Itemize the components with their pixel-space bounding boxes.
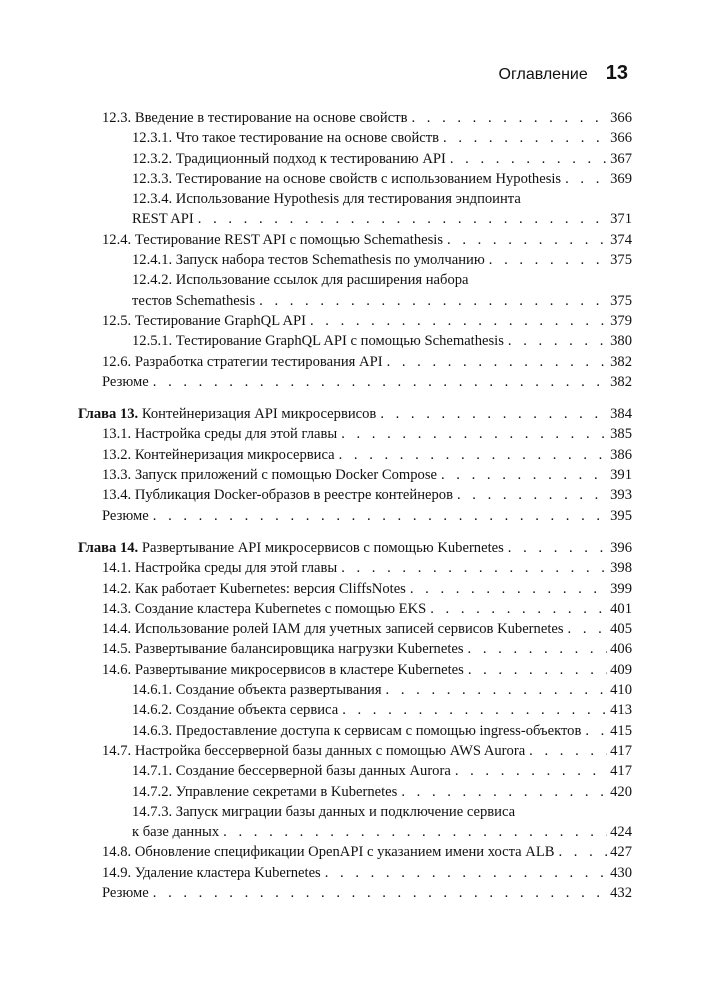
leader-dots bbox=[223, 822, 607, 842]
toc-entry-label: 13.1. Настройка среды для этой главы bbox=[102, 426, 338, 443]
toc-entry bbox=[78, 485, 632, 505]
chapter-prefix: Глава 14. bbox=[78, 539, 139, 556]
toc-entry-label: 14.9. Удаление кластера Kubernetes bbox=[102, 864, 321, 881]
toc-entry bbox=[78, 424, 632, 444]
toc-entry-page: 430 bbox=[610, 864, 632, 881]
toc-entry-label: 14.6.2. Создание объекта сервиса bbox=[132, 702, 339, 719]
leader-dots bbox=[342, 700, 607, 720]
toc-entry-label: 13.2. Контейнеризация микросервиса bbox=[102, 446, 335, 463]
toc-entry-label: 14.6. Развертывание микросервисов в кластере Kubernetes bbox=[102, 661, 464, 678]
toc-entry-label: REST API bbox=[132, 211, 194, 228]
toc-entry bbox=[78, 311, 632, 331]
leader-dots bbox=[455, 761, 607, 781]
toc-entry-line1: 14.7.3. Запуск миграции базы данных и подключение сервиса bbox=[132, 803, 516, 820]
toc-entry bbox=[78, 108, 632, 128]
toc-entry bbox=[78, 822, 632, 842]
toc-entry bbox=[78, 352, 632, 372]
toc-entry-label: 12.3. Введение в тестирование на основе свойств bbox=[102, 110, 408, 126]
toc-entry-label: 14.7.2. Управление секретами в Kubernetes bbox=[132, 783, 398, 800]
leader-dots bbox=[339, 445, 608, 465]
toc-entry bbox=[78, 465, 632, 485]
toc-entry-page: 366 bbox=[610, 130, 632, 147]
toc-entry-page: 420 bbox=[610, 783, 632, 800]
toc-entry-label: 12.3.3. Тестирование на основе свойств с использованием Hypothesis bbox=[132, 170, 562, 187]
toc-entry-page: 384 bbox=[610, 406, 632, 423]
toc-entry bbox=[78, 331, 632, 351]
toc-entry-label: 13.4. Публикация Docker-образов в реестре контейнеров bbox=[102, 487, 453, 504]
toc-entry bbox=[78, 149, 632, 169]
leader-dots bbox=[565, 169, 607, 189]
toc-entry-label: 14.6.1. Создание объекта развертывания bbox=[132, 682, 382, 699]
leader-dots bbox=[468, 639, 608, 659]
toc-entry-page: 406 bbox=[610, 641, 632, 658]
table-of-contents bbox=[78, 108, 632, 903]
toc-entry-label: к базе данных bbox=[132, 824, 220, 841]
toc-entry-label: 12.5. Тестирование GraphQL API bbox=[102, 312, 306, 329]
toc-entry-page: 366 bbox=[610, 110, 632, 126]
toc-entry-page: 399 bbox=[610, 580, 632, 597]
toc-entry-label: 14.7.1. Создание бессерверной базы данных Aurora bbox=[132, 763, 451, 780]
toc-entry-label: 12.4.1. Запуск набора тестов Schemathesis по умолчанию bbox=[132, 252, 485, 269]
leader-dots bbox=[430, 599, 607, 619]
toc-entry bbox=[78, 372, 632, 392]
toc-entry-page: 401 bbox=[610, 600, 632, 617]
leader-dots bbox=[489, 250, 607, 270]
header-title: Оглавление bbox=[498, 66, 588, 83]
toc-entry-label: 12.4. Тестирование REST API с помощью Schemathesis bbox=[102, 231, 444, 248]
toc-entry-page: 386 bbox=[610, 446, 632, 463]
toc-entry bbox=[78, 619, 632, 639]
toc-entry bbox=[78, 741, 632, 761]
toc-entry bbox=[78, 680, 632, 700]
toc-entry-page: 409 bbox=[610, 661, 632, 678]
toc-entry-page: 393 bbox=[610, 487, 632, 504]
leader-dots bbox=[443, 128, 607, 148]
leader-dots bbox=[153, 506, 607, 526]
toc-entry-page: 405 bbox=[610, 621, 632, 638]
leader-dots bbox=[457, 485, 607, 505]
leader-dots bbox=[529, 741, 607, 761]
toc-entry bbox=[78, 639, 632, 659]
toc-entry-label: 14.7. Настройка бессерверной базы данных с помощью AWS Aurora bbox=[102, 742, 526, 759]
toc-entry bbox=[78, 169, 632, 189]
leader-dots bbox=[310, 311, 607, 331]
toc-entry-page: 385 bbox=[610, 426, 632, 443]
toc-entry-page: 398 bbox=[610, 560, 632, 577]
leader-dots bbox=[341, 424, 607, 444]
leader-dots bbox=[401, 782, 607, 802]
leader-dots bbox=[153, 883, 607, 903]
leader-dots bbox=[447, 230, 607, 250]
leader-dots bbox=[386, 680, 608, 700]
leader-dots bbox=[153, 372, 607, 392]
toc-entry bbox=[78, 558, 632, 578]
leader-dots bbox=[259, 291, 607, 311]
leader-dots bbox=[411, 108, 607, 128]
leader-dots bbox=[585, 721, 607, 741]
toc-entry-line1: 12.4.2. Использование ссылок для расширения набора bbox=[132, 272, 469, 289]
toc-entry-label: 12.6. Разработка стратегии тестирования API bbox=[102, 353, 383, 370]
toc-entry-page: 391 bbox=[610, 467, 632, 484]
running-header bbox=[499, 62, 628, 85]
toc-entry-page: 424 bbox=[610, 824, 632, 841]
toc-entry-label: 13.3. Запуск приложений с помощью Docker Compose bbox=[102, 467, 437, 484]
toc-entry bbox=[78, 782, 632, 802]
toc-entry-label: 14.2. Как работает Kubernetes: версия CliffsNotes bbox=[102, 580, 406, 597]
toc-entry-page: 375 bbox=[610, 252, 632, 269]
leader-dots bbox=[198, 209, 607, 229]
leader-dots bbox=[387, 352, 608, 372]
toc-entry bbox=[78, 445, 632, 465]
toc-entry-page: 371 bbox=[610, 211, 632, 228]
toc-entry-label: Резюме bbox=[102, 507, 149, 524]
chapter-title: Развертывание API микросервисов с помощью Kubernetes bbox=[141, 539, 504, 556]
chapter-prefix: Глава 13. bbox=[78, 406, 139, 423]
toc-entry bbox=[78, 291, 632, 311]
toc-entry bbox=[78, 209, 632, 229]
toc-entry-page: 379 bbox=[610, 312, 632, 329]
toc-entry-page: 382 bbox=[610, 373, 632, 390]
toc-entry bbox=[78, 700, 632, 720]
toc-entry-line1: 12.3.4. Использование Hypothesis для тестирования эндпоинта bbox=[132, 191, 521, 208]
toc-entry-page: 427 bbox=[610, 844, 632, 861]
toc-entry-label: 14.1. Настройка среды для этой главы bbox=[102, 560, 338, 577]
toc-entry-label: 14.6.3. Предоставление доступа к сервисам с помощью ingress-объектов bbox=[132, 722, 582, 739]
toc-entry bbox=[78, 883, 632, 903]
leader-dots bbox=[410, 579, 607, 599]
toc-entry-label: 14.5. Развертывание балансировщика нагрузки Kubernetes bbox=[102, 641, 464, 658]
toc-entry-label: 12.3.1. Что такое тестирование на основе свойств bbox=[132, 130, 440, 147]
toc-entry-label: тестов Schemathesis bbox=[132, 292, 256, 309]
toc-entry bbox=[78, 230, 632, 250]
leader-dots bbox=[450, 149, 607, 169]
toc-entry-page: 410 bbox=[610, 682, 632, 699]
leader-dots bbox=[559, 842, 608, 862]
toc-entry-page: 395 bbox=[610, 507, 632, 524]
toc-entry-label: 12.3.2. Традиционный подход к тестированию API bbox=[132, 150, 446, 167]
toc-entry-page: 417 bbox=[610, 742, 632, 759]
leader-dots bbox=[380, 404, 607, 424]
toc-entry bbox=[78, 599, 632, 619]
leader-dots bbox=[341, 558, 607, 578]
toc-entry bbox=[78, 721, 632, 741]
leader-dots bbox=[568, 619, 608, 639]
toc-entry-page: 374 bbox=[610, 231, 632, 248]
toc-entry bbox=[78, 863, 632, 883]
leader-dots bbox=[441, 465, 607, 485]
toc-entry-page: 380 bbox=[610, 333, 632, 350]
leader-dots bbox=[325, 863, 607, 883]
leader-dots bbox=[508, 331, 607, 351]
toc-entry-page: 369 bbox=[610, 170, 632, 187]
toc-entry-label: 14.8. Обновление спецификации OpenAPI с указанием имени хоста ALB bbox=[102, 844, 555, 861]
toc-entry-page: 413 bbox=[610, 702, 632, 719]
toc-entry-page: 367 bbox=[610, 150, 632, 167]
toc-entry-label: Резюме bbox=[102, 884, 149, 901]
toc-entry-page: 396 bbox=[610, 539, 632, 556]
toc-entry bbox=[78, 842, 632, 862]
chapter-title: Контейнеризация API микросервисов bbox=[141, 406, 377, 423]
toc-entry bbox=[78, 128, 632, 148]
toc-entry bbox=[78, 506, 632, 526]
leader-dots bbox=[468, 660, 607, 680]
toc-entry-page: 432 bbox=[610, 884, 632, 901]
toc-entry-page: 415 bbox=[610, 722, 632, 739]
toc-entry bbox=[78, 579, 632, 599]
page-number: 13 bbox=[605, 62, 628, 84]
toc-entry bbox=[78, 250, 632, 270]
toc-entry-label: 12.5.1. Тестирование GraphQL API с помощью Schemathesis bbox=[132, 333, 504, 350]
toc-entry-label: 14.4. Использование ролей IAM для учетных записей сервисов Kubernetes bbox=[102, 621, 564, 638]
toc-entry-page: 375 bbox=[610, 292, 632, 309]
toc-entry-page: 417 bbox=[610, 763, 632, 780]
toc-entry-label: Резюме bbox=[102, 373, 149, 390]
toc-entry bbox=[78, 660, 632, 680]
toc-chapter-13 bbox=[78, 404, 632, 424]
toc-entry-page: 382 bbox=[610, 353, 632, 370]
toc-entry-label: 14.3. Создание кластера Kubernetes с помощью EKS bbox=[102, 600, 427, 617]
toc-chapter-14 bbox=[78, 538, 632, 558]
leader-dots bbox=[508, 538, 607, 558]
toc-entry bbox=[78, 761, 632, 781]
